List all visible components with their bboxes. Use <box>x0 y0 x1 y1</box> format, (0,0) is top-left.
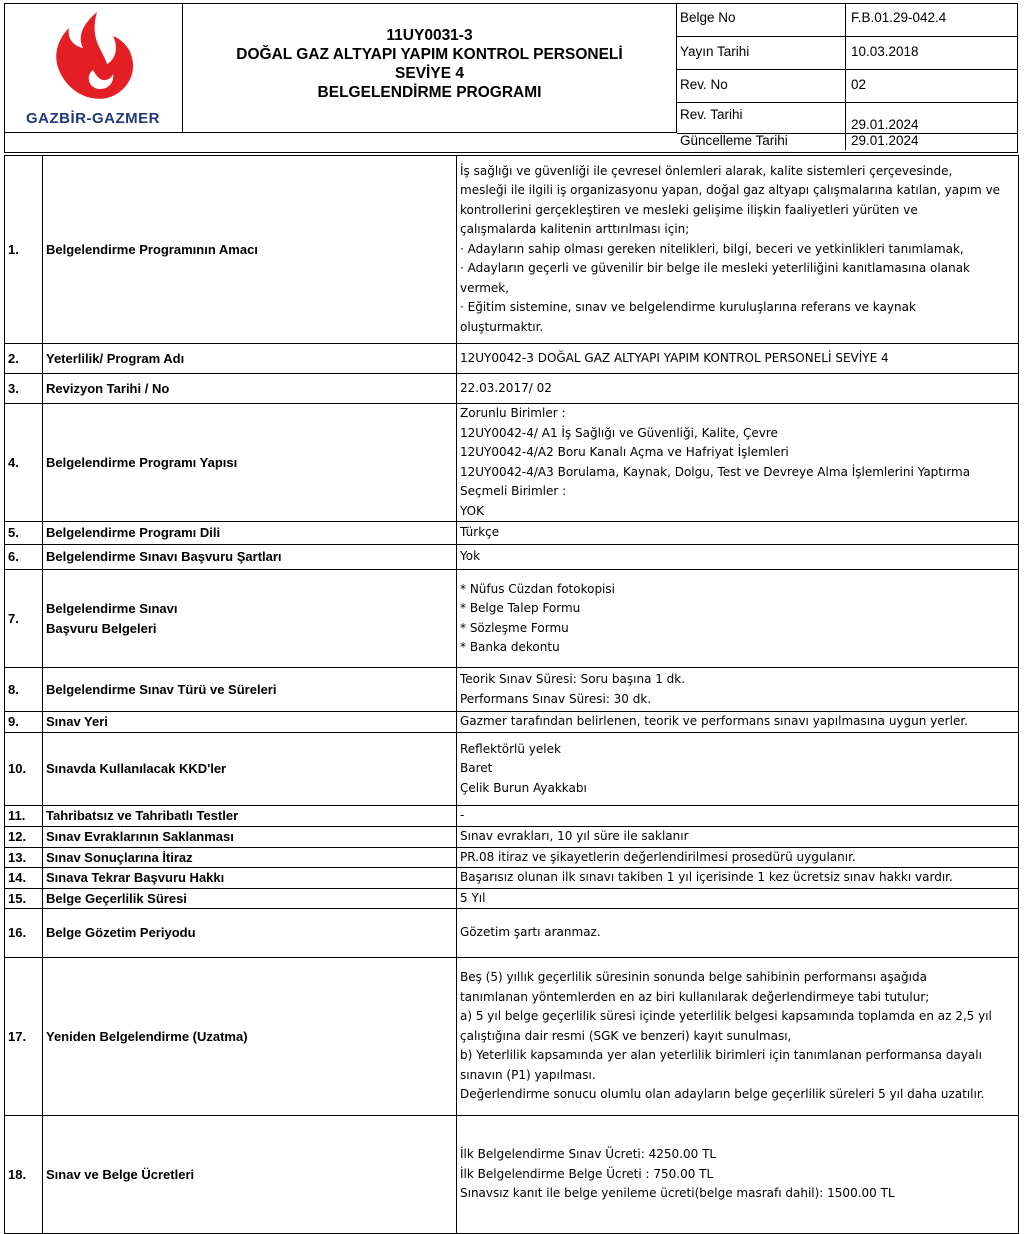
program-table <box>4 155 1019 1234</box>
row-value <box>457 344 1019 374</box>
row-value <box>457 712 1019 733</box>
row-label: Belgelendirme Sınavı Başvuru Şartları <box>43 545 457 570</box>
value-line: tanımlanan yöntemlerden en az biri kullanılarak değerlendirmeye tabi tutulur; <box>460 989 930 1004</box>
row-number: 2. <box>5 344 43 374</box>
label-line: Başvuru Belgeleri <box>46 620 157 636</box>
meta-row-guncelleme-tarihi <box>677 134 1017 150</box>
value-line: Baret <box>460 761 493 776</box>
value-line: 12UY0042-3 DOĞAL GAZ ALTYAPI YAPIM KONTROL PERSONELİ SEVİYE 4 <box>460 350 889 365</box>
value-line: Başarısız olunan ilk sınavı takiben 1 yıl içerisinde 1 kez ücretsiz sınav hakkı vardır. <box>460 870 953 884</box>
value-line: a) 5 yıl belge geçerlilik süresi içinde yeterlilik belgesi kapsamında toplamda en az 2,5 yıl <box>460 1009 992 1024</box>
value-line: Reflektörlü yelek <box>460 741 561 756</box>
value-line: Yok <box>460 549 481 564</box>
value-line: * Banka dekontu <box>460 640 560 654</box>
row-value <box>457 888 1019 909</box>
row-label: Belgelendirme Programının Amacı <box>43 156 457 344</box>
meta-label: Rev. Tarihi <box>680 107 743 122</box>
table-row <box>5 522 1019 545</box>
value-line: Beş (5) yıllık geçerlilik süresinin sonunda belge sahibinin performansı aşağıda <box>460 970 927 985</box>
row-number: 1. <box>5 156 43 344</box>
row-number: 5. <box>5 522 43 545</box>
value-line: Gazmer tarafından belirlenen, teorik ve performans sınavı yapılmasına uygun yerler. <box>460 714 968 729</box>
logo-cell <box>5 4 183 132</box>
gazbir-flame-logo <box>53 10 135 108</box>
title-line: DOĞAL GAZ ALTYAPI YAPIM KONTROL PERSONELİ <box>236 46 623 63</box>
row-value <box>457 733 1019 806</box>
value-line: b) Yeterlilik kapsamında yer alan yeterlilik birimleri için tanımlanan performansa dayalı <box>460 1048 982 1063</box>
table-row <box>5 909 1019 958</box>
document-meta <box>677 4 1017 150</box>
row-value <box>457 374 1019 404</box>
row-label: Yeterlilik/ Program Adı <box>43 344 457 374</box>
meta-value: 02 <box>851 77 867 92</box>
table-row <box>5 958 1019 1116</box>
row-number: 15. <box>5 888 43 909</box>
row-number: 10. <box>5 733 43 806</box>
row-label: Sınav ve Belge Ücretleri <box>43 1116 457 1234</box>
table-row <box>5 847 1019 868</box>
meta-value: 10.03.2018 <box>851 44 919 59</box>
document-header <box>4 3 1018 153</box>
value-line: çalıştığına dair resmi (SGK ve benzeri) kayıt sunulması, <box>460 1028 792 1043</box>
table-row <box>5 344 1019 374</box>
meta-label: Belge No <box>680 10 736 25</box>
row-number: 16. <box>5 909 43 958</box>
table-row <box>5 827 1019 848</box>
value-line: İlk Belgelendirme Belge Ücreti : 750.00 TL <box>460 1166 714 1181</box>
table-row <box>5 888 1019 909</box>
value-line: sınavın (P1) yapılması. <box>460 1067 596 1082</box>
table-row <box>5 570 1019 668</box>
row-value <box>457 958 1019 1116</box>
value-line: Çelik Burun Ayakkabı <box>460 780 587 795</box>
value-line: 5 Yıl <box>460 890 486 905</box>
row-value <box>457 404 1019 522</box>
table-row <box>5 404 1019 522</box>
row-label <box>43 570 457 668</box>
row-number: 13. <box>5 847 43 868</box>
row-number: 14. <box>5 868 43 889</box>
value-line: Türkçe <box>460 525 500 540</box>
value-line: Teorik Sınav Süresi: Soru başına 1 dk. <box>460 672 686 686</box>
row-value <box>457 806 1019 827</box>
row-number: 17. <box>5 958 43 1116</box>
value-line: 12UY0042-4/A2 Boru Kanalı Açma ve Hafriyat İşlemleri <box>460 445 789 459</box>
row-label: Belge Gözetim Periyodu <box>43 909 457 958</box>
value-line: İlk Belgelendirme Sınav Ücreti: 4250.00 TL <box>460 1147 717 1162</box>
value-line: · Adayların geçerli ve güvenilir bir belge ile mesleki yeterliliğini kanıtlamasına olanak <box>460 261 970 276</box>
value-line: 12UY0042-4/ A1 İş Sağlığı ve Güvenliği, Kalite, Çevre <box>460 425 778 440</box>
meta-label: Rev. No <box>680 77 728 92</box>
meta-value: 29.01.2024 <box>851 117 919 132</box>
row-label: Sınav Yeri <box>43 712 457 733</box>
value-line: Gözetim şartı aranmaz. <box>460 925 601 940</box>
value-line: Değerlendirme sonucu olumlu olan adayların belge geçerlilik süreleri 5 yıl daha uzatılır. <box>460 1087 985 1102</box>
row-number: 3. <box>5 374 43 404</box>
value-line: 22.03.2017/ 02 <box>460 380 552 395</box>
value-line: Sınavsız kanıt ile belge yenileme ücreti(belge masrafı dahil): 1500.00 TL <box>460 1186 895 1201</box>
table-row <box>5 374 1019 404</box>
row-value <box>457 156 1019 344</box>
row-value <box>457 545 1019 570</box>
row-label: Sınavda Kullanılacak KKD'ler <box>43 733 457 806</box>
table-row <box>5 545 1019 570</box>
row-label: Belge Geçerlilik Süresi <box>43 888 457 909</box>
row-value <box>457 522 1019 545</box>
value-line: PR.08 itiraz ve şikayetlerin değerlendirilmesi prosedürü uygulanır. <box>460 849 856 864</box>
row-value <box>457 1116 1019 1234</box>
row-number: 7. <box>5 570 43 668</box>
row-value <box>457 847 1019 868</box>
meta-label: Güncelleme Tarihi <box>680 133 788 148</box>
row-value <box>457 868 1019 889</box>
table-row <box>5 712 1019 733</box>
table-row <box>5 806 1019 827</box>
row-label: Sınava Tekrar Başvuru Hakkı <box>43 868 457 889</box>
value-line: · Eğitim sistemine, sınav ve belgelendirme kuruluşlarına referans ve kaynak <box>460 300 916 315</box>
value-line: İş sağlığı ve güvenliği ile çevresel önlemleri alarak, kalite sistemleri çerçevesinde, <box>460 163 953 178</box>
label-line: Belgelendirme Sınavı <box>46 601 178 616</box>
value-line: çalışmalarda kalitenin arttırılması için; <box>460 222 690 237</box>
meta-label: Yayın Tarihi <box>680 44 750 59</box>
table-row <box>5 156 1019 344</box>
row-label: Tahribatsız ve Tahribatlı Testler <box>43 806 457 827</box>
meta-value: F.B.01.29-042.4 <box>851 10 947 25</box>
value-line: 12UY0042-4/A3 Borulama, Kaynak, Dolgu, Test ve Devreye Alma İşlemlerini Yaptırma <box>460 464 971 479</box>
document-title <box>183 4 677 132</box>
row-number: 11. <box>5 806 43 827</box>
title-line: 11UY0031-3 <box>386 27 473 44</box>
row-number: 12. <box>5 827 43 848</box>
meta-row-belge-no <box>677 4 1017 37</box>
row-label: Belgelendirme Programı Dili <box>43 522 457 545</box>
row-number: 9. <box>5 712 43 733</box>
row-number: 4. <box>5 404 43 522</box>
header-divider <box>5 132 677 133</box>
row-label: Sınav Evraklarının Saklanması <box>43 827 457 848</box>
row-label: Belgelendirme Programı Yapısı <box>43 404 457 522</box>
value-line: · Adayların sahip olması gereken nitelikleri, bilgi, beceri ve yetkinlikleri tanımlamak, <box>460 241 964 256</box>
row-label: Yeniden Belgelendirme (Uzatma) <box>43 958 457 1116</box>
row-number: 8. <box>5 668 43 712</box>
value-line: kontrollerini gerçekleştiren ve mesleki gelişime ilişkin faaliyetleri yürüten ve <box>460 202 918 217</box>
value-line: Sınav evrakları, 10 yıl süre ile saklanır <box>460 829 689 843</box>
value-line: YOK <box>460 503 484 518</box>
value-line: vermek, <box>460 280 510 295</box>
row-number: 18. <box>5 1116 43 1234</box>
value-line: * Belge Talep Formu <box>460 601 581 615</box>
table-row <box>5 1116 1019 1234</box>
row-value <box>457 827 1019 848</box>
table-row <box>5 733 1019 806</box>
table-row <box>5 868 1019 889</box>
meta-row-yayin-tarihi <box>677 37 1017 70</box>
value-line: * Sözleşme Formu <box>460 620 569 635</box>
value-line: - <box>460 808 465 823</box>
row-label: Revizyon Tarihi / No <box>43 374 457 404</box>
value-line: Zorunlu Birimler : <box>460 406 566 420</box>
row-value <box>457 668 1019 712</box>
value-line: Seçmeli Birimler : <box>460 484 567 498</box>
table-row <box>5 668 1019 712</box>
value-line: Performans Sınav Süresi: 30 dk. <box>460 691 652 706</box>
row-label: Belgelendirme Sınav Türü ve Süreleri <box>43 668 457 712</box>
title-line: BELGELENDİRME PROGRAMI <box>317 84 542 101</box>
value-line: mesleği ile ilgili iş organizasyonu yapan, doğal gaz altyapı çalışmalarına katılan, yapım ve <box>460 183 1001 198</box>
row-label: Sınav Sonuçlarına İtiraz <box>43 847 457 868</box>
value-line: oluşturmaktır. <box>460 319 544 334</box>
logo-text: GAZBİR-GAZMER <box>26 110 160 127</box>
meta-row-rev-tarihi <box>677 103 1017 134</box>
meta-value: 29.01.2024 <box>851 133 919 148</box>
row-value <box>457 909 1019 958</box>
row-number: 6. <box>5 545 43 570</box>
value-line: * Nüfus Cüzdan fotokopisi <box>460 581 615 596</box>
title-line: SEVİYE 4 <box>395 65 464 82</box>
row-value <box>457 570 1019 668</box>
meta-row-rev-no <box>677 70 1017 103</box>
